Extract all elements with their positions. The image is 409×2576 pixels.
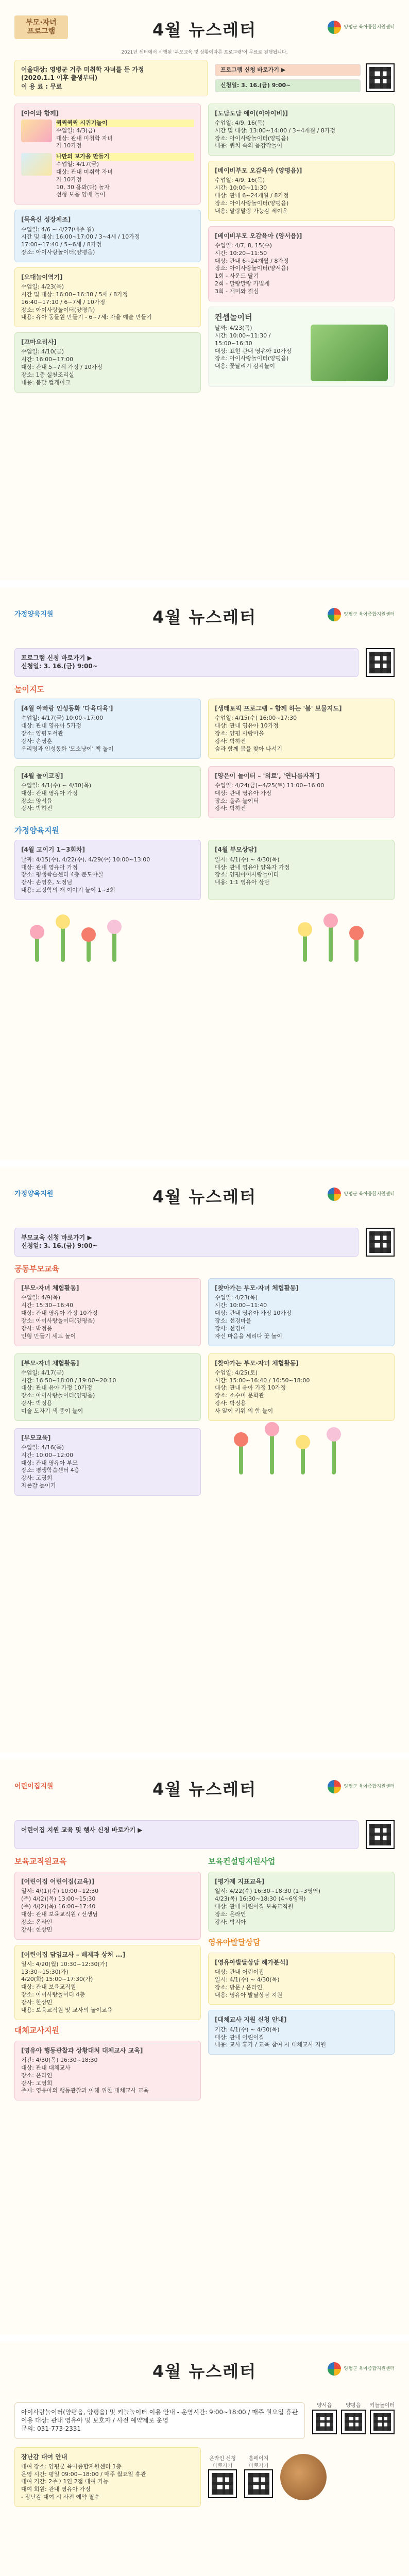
qr-code[interactable] <box>208 2469 237 2498</box>
qr-label: 온라인 신청 바로가기 <box>209 2456 236 2469</box>
card-text: 수업일: 4/25(토) 시간: 15:00~16:40 / 16:50~18:00 대상: 관내 유아 가정 10가정 장소: 소수미 문화관 강사: 박정용 사 알이 키워 의 함 놀이 <box>215 1369 310 1414</box>
card-heading: [4월 고이기 1~3회차] <box>21 846 85 854</box>
page-title: 4월 뉴스레터 <box>152 607 257 628</box>
section-label: 가정양육지원 <box>14 1190 54 1198</box>
card-text: 기간: 4/30(목) 16:30~18:30 대상: 관내 대체교사 장소: 온라인 강사: 고영희 주제: 영유아의 행동관찰과 이해 위한 대체교사 교육 <box>21 2057 149 2094</box>
photo <box>21 120 52 142</box>
page-5 <box>0 2342 409 2576</box>
section-label: 가정양육지원 <box>14 611 54 618</box>
card-text: 기간: 4/1(수) ~ 4/30(목) 대상: 관내 어린이집 내용: 교사 휴가 / 교육 참여 시 대체교사 지원 <box>215 2026 327 2048</box>
item-title: 나만의 보가을 만들기 <box>56 153 194 161</box>
program-card <box>14 766 201 819</box>
program-card <box>208 104 395 156</box>
page-header <box>0 1167 409 1228</box>
page-title: 4월 뉴스레터 <box>152 1187 257 1207</box>
program-card <box>14 699 201 758</box>
toy-rental-card <box>14 2447 201 2507</box>
program-card <box>14 840 201 900</box>
card-text: 수업일: 4/1(수) ~ 4/30(목) 대상: 관내 영유아 가정 장소: 양서읍 강사: 박하진 <box>21 782 92 812</box>
page-3 <box>0 1167 409 1759</box>
program-grid <box>0 840 409 900</box>
card-text: 수업일: 4/23(목) 시간: 10:00~11:40 대상: 관내 영유아 가정 10가정 장소: 선경마을 강사: 선경이 자신 마음을 세리다 꽃 놀이 <box>215 1294 292 1340</box>
page-1 <box>0 0 409 587</box>
card-text: 수업일: 4/7, 8, 15(수) 시간: 10:20~11:50 대상: 관내 6~24개월 / 8가정 장소: 아이사랑놀이터(양서읍) 1회 - 사운드 딸기 2회 - 말랑말랑 가볍게 3회 - 재미와 결심 <box>215 242 289 295</box>
card-heading: [4월 놀이코칭] <box>21 772 63 779</box>
card-text: 날짜: 4/15(수), 4/22(수), 4/29(수) 10:00~13:00 대상: 관내 영유아 가정 장소: 평생학습센터 4층 분도야실 강사: 손영훈, 노정님 내용: 교정학의 재 이야기 놀이 1~3회 <box>21 856 150 894</box>
program-card <box>208 1353 395 1421</box>
card-heading: [꼬마요리사] <box>21 338 57 346</box>
playground-notice: 아이사랑놀이터(양평읍, 양평읍) 및 키늘놀이터 이용 안내 - 운영시간: 9:00~18:00 / 매주 월요일 휴관 이용 대상: 관내 영유아 및 보호자 / 사전 예약제로 운영 문의: 031-773-2331 <box>14 2402 305 2439</box>
program-card <box>14 1278 201 1346</box>
subsection-title: 영유아발달상담 <box>208 1937 261 1947</box>
center-logo: 양평군 육아종합지원센터 <box>328 2362 395 2376</box>
subsection-title: 공동부모교육 <box>14 1264 59 1274</box>
card-heading: [부모·자녀 체험활동] <box>21 1359 79 1367</box>
program-card <box>14 267 201 327</box>
program-card <box>208 1872 395 1931</box>
page-4 <box>0 1759 409 2342</box>
page-header <box>0 1759 409 1820</box>
card-text: 일시: 4/20(월) 10:30~12:30(가) 13:30~15:30(가) 4/20(화) 15:00~17:30(가) 대상: 관내 보육교직원 장소: 아이사랑놀이터 4층 강사: 한상민 내용: 보육교직원 및 교사의 놀이교육 <box>21 1960 113 2013</box>
logo-icon <box>328 1188 341 1201</box>
notice-text: 2021년 센터에서 시행된 '부모교육 및 상황에따른 프로그램'이 무료로 진행됩니다. <box>121 50 288 55</box>
qr-label: 홈페이지 바로가기 <box>248 2456 269 2469</box>
card-heading: [대체교사 지원 신청 안내] <box>215 2016 287 2024</box>
subsection-title: 놀이지도 <box>14 685 44 694</box>
center-logo: 양평군 육아종합지원센터 <box>328 1188 395 1201</box>
signup-link[interactable]: 프로그램 신청 바로가기 ▶ <box>215 64 361 77</box>
program-card <box>208 766 395 819</box>
signup-link[interactable]: 프로그램 신청 바로가기 ▶ 신청일: 3. 16.(금) 9:00~ <box>14 648 359 677</box>
program-card <box>208 226 395 301</box>
card-heading: [찾아가는 부모·자녀 체험활동] <box>215 1359 299 1367</box>
section-tag: 부모·자녀 프로그램 <box>14 15 68 39</box>
page-header <box>0 2342 409 2402</box>
card-text: 수업일: 4/24(금)~4/25(토) 11:00~16:00 대상: 관내 영유아 가정 장소: 올촌 놀이터 강사: 박하진 <box>215 782 325 812</box>
qr-code[interactable] <box>366 648 395 677</box>
card-text: 수업일: 4/6 ~ 4/27(매주 월) 시간 및 대상: 16:00~17:00 / 3~4세 / 10가정 17:00~17:40 / 5~6세 / 8가정 장소: 아이사랑놀이터(양평읍) <box>21 226 140 256</box>
card-heading: [영유아발달상담 해가분석] <box>215 1958 288 1966</box>
toy-rental <box>0 2447 409 2507</box>
with-child-card <box>14 104 201 205</box>
program-card <box>14 1945 201 2020</box>
program-card <box>14 332 201 392</box>
program-grid <box>0 1856 409 2100</box>
card-text: 일시: 4/(1)(수) 10:00~12:30 (주) 4/(2)(목) 13:00~15:30 (주) 4/(2)(목) 16:00~17:40 대상: 관내 보육교직원 / 선생님 장소: 온라인 강사: 한상민 <box>21 1888 99 1933</box>
program-card <box>208 2010 395 2055</box>
photo <box>21 153 52 176</box>
card-text: 일시: 4/22(수) 16:30~18:30 (1~3영역) 4/23(목) 16:30~18:30 (4~6영역) 대상: 관내 어린이집 보육교직원 장소: 온라인 강사: 박지아 <box>215 1888 321 1925</box>
qr-code[interactable] <box>341 2410 366 2434</box>
top-row <box>0 60 409 96</box>
card-text: 대상: 관내 어린이집 일시: 4/1(수) ~ 4/30(목) 장소: 방문 / 온라인 내용: 영유아 발달상담 지원 <box>215 1969 283 1998</box>
card-heading: [부모·자녀 체험활동] <box>21 1284 79 1292</box>
card-heading: 컨셉놀이터 <box>215 312 252 322</box>
card-heading: [어린이집 어린이집(교육)] <box>21 1878 95 1886</box>
program-card <box>208 699 395 758</box>
card-text: 수업일: 4/17(금) 시간: 16:50~18:00 / 19:00~20:10 대상: 관내 유아 가정 10가정 장소: 아이사랑놀이터(양평읍) 강사: 박정용 미술 도자기 색 종이 놀이 <box>21 1369 116 1414</box>
qr-code[interactable] <box>370 2410 395 2434</box>
qr-label: 양서읍 <box>317 2403 332 2409</box>
card-heading: [도담도담 애이(이아이비)] <box>215 109 288 117</box>
page-2 <box>0 587 409 1167</box>
program-card <box>14 1872 201 1939</box>
page-header <box>0 587 409 648</box>
logo-icon <box>328 2362 341 2376</box>
item-text: 수업일: 4/17(금) 대상: 관내 미취학 자녀 가 10가정 10, 30 용봐(다) 놀자 선형 보음 양배 놀이 <box>56 161 113 198</box>
program-card <box>208 1278 395 1346</box>
qr-code[interactable] <box>366 63 395 92</box>
program-grid <box>0 699 409 818</box>
program-grid <box>0 104 409 393</box>
section-label: 어린이집지원 <box>14 1783 54 1790</box>
card-heading: [찾아가는 부모·자녀 체험활동] <box>215 1284 299 1292</box>
page-title: 4월 뉴스레터 <box>152 2362 257 2382</box>
card-heading: [양은이 놀이터 – '의료', '연나름자격'] <box>215 772 320 779</box>
signup-row <box>0 1228 409 1257</box>
playground-info <box>0 2402 409 2439</box>
program-grid <box>0 1278 409 1496</box>
card-heading: [영유아 행동관찰과 상황대처 대체교사 교육] <box>21 2046 143 2054</box>
flower-illustration <box>208 1428 395 1475</box>
card-heading: [부모교육] <box>21 1434 51 1442</box>
card-text: 수업일: 4/9(목) 시간: 15:30~16:40 대상: 관내 영유아 가정 10가정 장소: 아이사랑놀이터(양평읍) 강사: 박정용 인형 만들기 세트 놀이 <box>21 1294 98 1340</box>
center-logo: 양평군 육아종합지원센터 <box>328 1780 395 1793</box>
card-heading: [베이비부모 오감육아 (양서읍)] <box>215 232 302 240</box>
program-card <box>14 1353 201 1421</box>
card-heading: [아이와 함께] <box>21 109 59 117</box>
card-heading: [목욕신 성장체조] <box>21 216 71 224</box>
card-heading: [4월 부모상담] <box>215 846 257 854</box>
signup-row <box>0 648 409 677</box>
program-card <box>208 840 395 900</box>
card-text: 수업일: 4/9, 16(목) 시간 및 대상: 13:00~14:00 / 3~4개월 / 8가정 장소: 아이사랑놀이터(양평읍) 내용: 퀴치 속의 음감각놀이 <box>215 119 336 149</box>
card-heading: [4월 아빠랑 인성동화 '다육디육'] <box>21 705 113 713</box>
page-header <box>0 0 409 61</box>
program-card <box>208 161 395 221</box>
program-card <box>14 210 201 262</box>
teddy-bear-illustration <box>280 2454 327 2500</box>
program-card <box>14 2041 201 2100</box>
center-logo: 양평군 육아종합지원센터 <box>328 608 395 621</box>
center-logo: 양평군 육아종합지원센터 <box>328 21 395 34</box>
qr-label: 양평읍 <box>346 2403 361 2409</box>
qr-code[interactable] <box>244 2469 273 2498</box>
subsection-title: 가정양육지원 <box>14 826 59 836</box>
logo-icon <box>328 608 341 621</box>
logo-icon <box>328 21 341 34</box>
card-text: 수업일: 4/9, 16(목) 시간: 10:00~11:30 대상: 관내 6~24개월 / 8가정 장소: 아이사랑놀이터(양평읍) 내용: 말랑말랑 가능감 세이운 <box>215 177 289 214</box>
card-text: 수업일: 4/23(목) 시간 및 대상: 16:00~16:30 / 5세 / 8가정 16:40~17:10 / 6~7세 / 10가정 장소: 아이사랑놀이터(양평읍) 내용: 유아 동물원 만들기 - 6~7세: 자율 예술 만들기 <box>21 283 152 321</box>
card-text: 대여 장소: 양평군 육아종합지원센터 1층 운영 시간: 평일 09:00~18:00 / 매주 월요일 휴관 대여 기간: 2주 / 1인 2점 대여 가능 대여 회원: 관내 영유아 가정 - 장난감 대여 시 사전 예약 필수 <box>21 2463 146 2501</box>
card-text: 수업일: 4/15(수) 16:00~17:30 대상: 관내 영유아 10가정 장소: 양평 사랑마을 강사: 박하진 숲과 함께 봄을 찾아 나서기 <box>215 715 297 752</box>
qr-code[interactable] <box>366 1820 395 1849</box>
card-text: 수업일: 4/10(금) 시간: 16:00~17:00 대상: 관내 5~7세 가정 / 10가정 장소: 1층 실천조리실 내용: 봄맞 컵케이크 <box>21 348 103 386</box>
signup-row <box>0 1820 409 1849</box>
qr-code[interactable] <box>366 1228 395 1257</box>
card-heading: [어린이집 담임교사 – 배제과 상처 ...] <box>21 1951 126 1958</box>
subsection-title: 보육교직원교육 <box>14 1857 67 1866</box>
program-card <box>208 307 395 387</box>
subsection-title: 대체교사지원 <box>14 2025 59 2035</box>
qr-code[interactable] <box>312 2410 337 2434</box>
card-heading: 장난감 대여 안내 <box>21 2453 67 2461</box>
item-title: 퀵퀵퀵퀵 시퀴기놀이 <box>56 120 194 127</box>
flower-illustration <box>14 916 395 962</box>
card-heading: [평가제 지표교육] <box>215 1878 265 1886</box>
page-title: 4월 뉴스레터 <box>152 20 257 40</box>
signup-link[interactable]: 부모교육 신청 바로가기 ▶ 신청일: 3. 16.(금) 9:00~ <box>14 1228 359 1257</box>
card-heading: [베이비부모 오감육아 (양평읍)] <box>215 167 302 175</box>
card-heading: [오대놀이역기] <box>21 273 63 281</box>
signup-link[interactable]: 어린이집 지원 교육 및 행사 신청 바로가기 ▶ <box>14 1820 359 1849</box>
subsection-title: 보육컨설팅지원사업 <box>208 1857 276 1866</box>
card-heading: [생태토픽 프로그램 – 함께 하는 '봄' 보물지도] <box>215 705 342 713</box>
eligibility-box: 어울대상: 영병군 거주 미취학 자녀를 둔 가정 (2020.1.1 이후 출생부터) 이 용 료 : 무료 <box>14 60 208 96</box>
qr-label: 키늘놀이터 <box>369 2403 395 2409</box>
item-text: 수업일: 4/3(금) 대상: 관내 미취학 자녀 가 10가정 <box>56 127 113 149</box>
logo-icon <box>328 1780 341 1793</box>
card-text: 날짜: 4/23(목) 시간: 10:00~11:30 / 15:00~16:30 대상: 표현 관내 영유아 10가정 장소: 아이사랑놀이터(양평읍) 내용: 꽃날리기 감각놀이 <box>215 325 292 370</box>
card-text: 수업일: 4/17(금) 10:00~17:00 대상: 관내 영유아 5가정 장소: 양평도서관 강사: 손영훈 우리명과 인성동화 '모소냥이' 책 놀이 <box>21 715 114 752</box>
card-text: 일시: 4/1(수) ~ 4/30(목) 대상: 관내 영유아 양육자 가정 장소: 양평아이사랑놀이터 내용: 1:1 영유아 상담 <box>215 856 290 886</box>
program-card <box>208 1953 395 2005</box>
page-title: 4월 뉴스레터 <box>152 1780 257 1800</box>
signup-date: 신청일: 3. 16.(금) 9:00~ <box>215 79 361 92</box>
program-card <box>14 1428 201 1496</box>
card-text: 수업일: 4/16(목) 시간: 10:00~12:00 대상: 관내 영유아 부모 장소: 평생학습센터 4층 강사: 고영희 자존감 높이기 <box>21 1444 80 1489</box>
photo <box>311 325 388 381</box>
